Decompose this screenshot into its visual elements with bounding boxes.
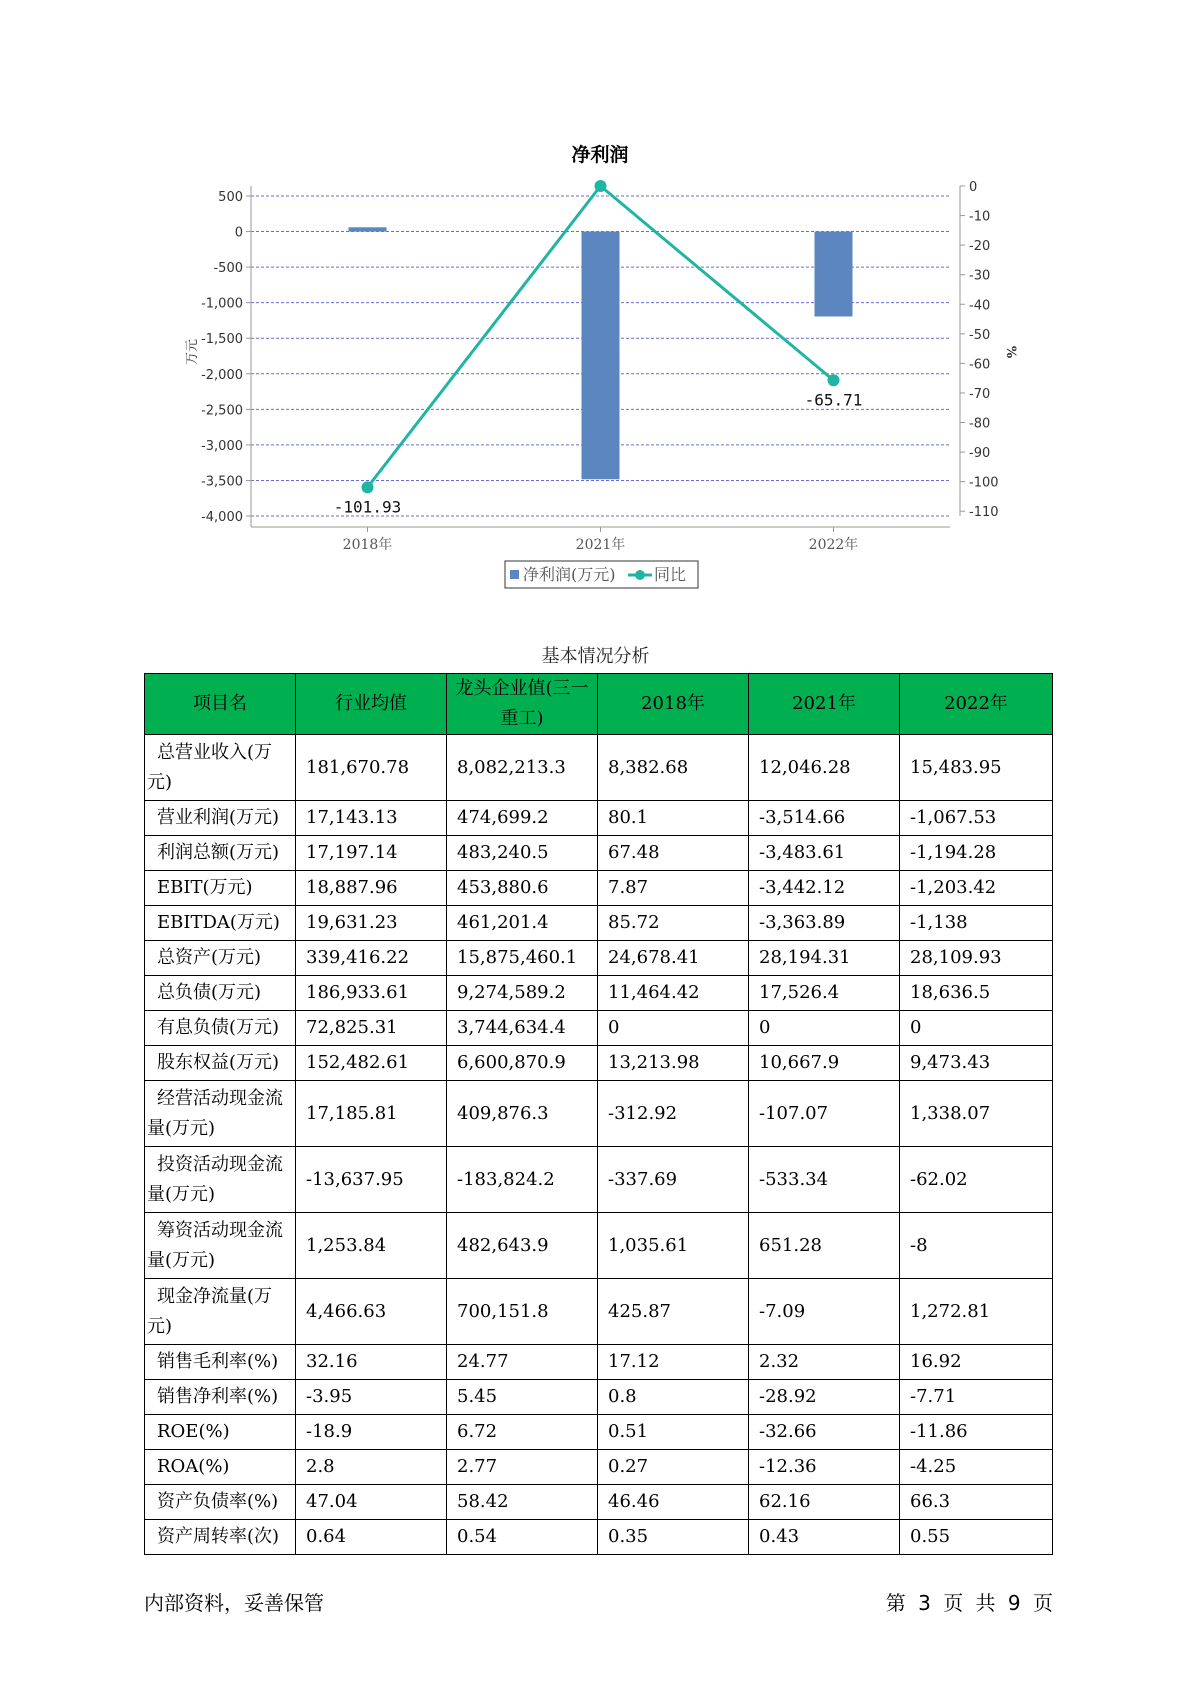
table-cell: 6.72 [447, 1415, 598, 1450]
x-tick-label: 2018年 [342, 537, 393, 553]
table-cell: 66.3 [900, 1485, 1053, 1520]
table-cell: 15,875,460.1 [447, 941, 598, 976]
y-tick-label: -4,000 [201, 510, 243, 525]
row-label: 总资产(万元) [145, 941, 296, 976]
table-cell: 18,636.5 [900, 976, 1053, 1011]
legend-bar-label: 净利润(万元) [523, 565, 616, 584]
table-cell: 9,473.43 [900, 1046, 1053, 1081]
table-cell: 13,213.98 [598, 1046, 749, 1081]
table-cell: 0.64 [296, 1520, 447, 1555]
table-cell: 46.46 [598, 1485, 749, 1520]
legend-bar-swatch [510, 570, 519, 579]
table-cell: 0.51 [598, 1415, 749, 1450]
header-industry-avg: 行业均值 [296, 674, 447, 735]
row-label: 营业利润(万元) [145, 801, 296, 836]
table-cell: -312.92 [598, 1081, 749, 1147]
table-cell: -1,194.28 [900, 836, 1053, 871]
table-cell: 12,046.28 [749, 735, 900, 801]
table-cell: -7.09 [749, 1279, 900, 1345]
table-cell: 181,670.78 [296, 735, 447, 801]
table-cell: -107.07 [749, 1081, 900, 1147]
table-cell: -337.69 [598, 1147, 749, 1213]
data-label: -65.71 [804, 390, 863, 410]
table-cell: 483,240.5 [447, 836, 598, 871]
table-cell: -1,138 [900, 906, 1053, 941]
y-right-tick-label: -70 [969, 386, 991, 402]
bar [815, 232, 853, 317]
y-right-tick-label: -100 [969, 475, 999, 491]
header-2022: 2022年 [900, 674, 1053, 735]
table-cell: 1,338.07 [900, 1081, 1053, 1147]
y-tick-label: 0 [234, 225, 243, 241]
y-right-tick-label: -10 [969, 209, 991, 225]
row-label: 经营活动现金流量(万元) [145, 1081, 296, 1147]
row-label: 股东权益(万元) [145, 1046, 296, 1081]
table-cell: -3,442.12 [749, 871, 900, 906]
table-cell: 58.42 [447, 1485, 598, 1520]
table-cell: 0.55 [900, 1520, 1053, 1555]
bar [349, 227, 387, 231]
header-item-name: 项目名 [145, 674, 296, 735]
table-row [145, 1046, 1053, 1081]
table-row [145, 836, 1053, 871]
table-row [145, 1450, 1053, 1485]
table-cell: -3,483.61 [749, 836, 900, 871]
table-row [145, 1213, 1053, 1279]
table-cell: 0.43 [749, 1520, 900, 1555]
table-cell: 2.8 [296, 1450, 447, 1485]
table-cell: -62.02 [900, 1147, 1053, 1213]
table-cell: 7.87 [598, 871, 749, 906]
table-cell: 9,274,589.2 [447, 976, 598, 1011]
y-tick-label: -3,500 [201, 474, 243, 490]
chart-legend [505, 561, 698, 588]
table-cell: 339,416.22 [296, 941, 447, 976]
table-cell: 16.92 [900, 1345, 1053, 1380]
y-right-axis-label: % [1003, 345, 1018, 359]
table-cell: -533.34 [749, 1147, 900, 1213]
y-right-tick-label: -90 [969, 446, 991, 462]
table-cell: 1,272.81 [900, 1279, 1053, 1345]
table-cell: 0.54 [447, 1520, 598, 1555]
table-cell: 700,151.8 [447, 1279, 598, 1345]
table-cell: -1,203.42 [900, 871, 1053, 906]
table-row [145, 1380, 1053, 1415]
table-row [145, 941, 1053, 976]
bar [582, 232, 620, 480]
y-right-tick-label: -80 [969, 416, 991, 432]
table-cell: 0 [900, 1011, 1053, 1046]
footer-page-number: 第 3 页 共 9 页 [885, 1591, 1053, 1615]
table-cell: 8,382.68 [598, 735, 749, 801]
row-label: 销售净利率(%) [145, 1380, 296, 1415]
table-row [145, 1415, 1053, 1450]
header-2018: 2018年 [598, 674, 749, 735]
table-cell: 4,466.63 [296, 1279, 447, 1345]
table-cell: 0.8 [598, 1380, 749, 1415]
table-cell: 0 [749, 1011, 900, 1046]
row-label: 资产负债率(%) [145, 1485, 296, 1520]
table-cell: 453,880.6 [447, 871, 598, 906]
table-cell: 482,643.9 [447, 1213, 598, 1279]
table-cell: 67.48 [598, 836, 749, 871]
table-cell: -4.25 [900, 1450, 1053, 1485]
y-tick-label: -1,500 [201, 332, 243, 348]
table-cell: -12.36 [749, 1450, 900, 1485]
table-cell: 425.87 [598, 1279, 749, 1345]
table-cell: 80.1 [598, 801, 749, 836]
row-label: EBITDA(万元) [145, 906, 296, 941]
table-row [145, 1279, 1053, 1345]
table-row [145, 1147, 1053, 1213]
table-cell: 11,464.42 [598, 976, 749, 1011]
table-row [145, 1081, 1053, 1147]
table-cell: 17,185.81 [296, 1081, 447, 1147]
table-row [145, 1345, 1053, 1380]
table-cell: 5.45 [447, 1380, 598, 1415]
table-cell: -3,363.89 [749, 906, 900, 941]
table-cell: 17,526.4 [749, 976, 900, 1011]
row-label: EBIT(万元) [145, 871, 296, 906]
table-row [145, 906, 1053, 941]
table-row [145, 1485, 1053, 1520]
table-cell: 0 [598, 1011, 749, 1046]
y-right-tick-labels [960, 180, 999, 520]
table-row [145, 735, 1053, 801]
table-cell: 8,082,213.3 [447, 735, 598, 801]
table-cell: -8 [900, 1213, 1053, 1279]
table-cell: 17.12 [598, 1345, 749, 1380]
table-cell: -1,067.53 [900, 801, 1053, 836]
table-cell: 10,667.9 [749, 1046, 900, 1081]
table-cell: 1,035.61 [598, 1213, 749, 1279]
table-cell: -183,824.2 [447, 1147, 598, 1213]
bar-series [349, 227, 853, 479]
row-label: 总负债(万元) [145, 976, 296, 1011]
y-tick-label: -3,000 [201, 438, 243, 454]
table-cell: 186,933.61 [296, 976, 447, 1011]
table-cell: 47.04 [296, 1485, 447, 1520]
table-cell: 651.28 [749, 1213, 900, 1279]
row-label: 资产周转率(次) [145, 1520, 296, 1555]
row-label: 总营业收入(万元) [145, 735, 296, 801]
table-cell: 3,744,634.4 [447, 1011, 598, 1046]
table-row [145, 1520, 1053, 1555]
table-cell: 32.16 [296, 1345, 447, 1380]
line-point [828, 374, 840, 386]
chart-title: 净利润 [571, 144, 629, 166]
table-cell: 2.32 [749, 1345, 900, 1380]
table-cell: 62.16 [749, 1485, 900, 1520]
table-cell: 474,699.2 [447, 801, 598, 836]
y-tick-label: -1,000 [201, 296, 243, 312]
table-cell: 24,678.41 [598, 941, 749, 976]
row-label: 筹资活动现金流量(万元) [145, 1213, 296, 1279]
row-label: 投资活动现金流量(万元) [145, 1147, 296, 1213]
y-tick-label: -2,000 [201, 367, 243, 383]
table-cell: 28,194.31 [749, 941, 900, 976]
table-cell: 6,600,870.9 [447, 1046, 598, 1081]
y-tick-label: -500 [213, 261, 243, 277]
table-cell: -3.95 [296, 1380, 447, 1415]
table-row [145, 976, 1053, 1011]
y-tick-label: 500 [218, 190, 243, 205]
y-right-tick-label: -110 [969, 505, 999, 521]
row-label: 销售毛利率(%) [145, 1345, 296, 1380]
table-cell: 28,109.93 [900, 941, 1053, 976]
y-axis-label: 万元 [185, 338, 200, 366]
table-cell: 85.72 [598, 906, 749, 941]
table-row [145, 1011, 1053, 1046]
table-cell: -32.66 [749, 1415, 900, 1450]
table-cell: 0.27 [598, 1450, 749, 1485]
header-2021: 2021年 [749, 674, 900, 735]
x-tick-label: 2021年 [575, 537, 626, 553]
table-cell: -28.92 [749, 1380, 900, 1415]
table-cell: 17,143.13 [296, 801, 447, 836]
row-label: 有息负债(万元) [145, 1011, 296, 1046]
table-row [145, 801, 1053, 836]
table-cell: 0.35 [598, 1520, 749, 1555]
data-label: -101.93 [333, 497, 402, 517]
table-caption: 基本情况分析 [541, 646, 650, 667]
net-profit-chart [0, 0, 1191, 600]
table-row [145, 871, 1053, 906]
table-cell: 1,253.84 [296, 1213, 447, 1279]
row-label: ROA(%) [145, 1450, 296, 1485]
table-cell: -18.9 [296, 1415, 447, 1450]
y-right-tick-label: -20 [969, 239, 991, 255]
y-right-tick-label: -60 [969, 357, 991, 373]
table-cell: 24.77 [447, 1345, 598, 1380]
y-right-tick-label: -40 [969, 298, 991, 314]
legend-line-marker [635, 570, 645, 580]
table-cell: 2.77 [447, 1450, 598, 1485]
table-cell: -13,637.95 [296, 1147, 447, 1213]
table-cell: 152,482.61 [296, 1046, 447, 1081]
line-point [362, 481, 374, 493]
footer-confidential: 内部资料，妥善保管 [144, 1591, 324, 1615]
table-cell: 15,483.95 [900, 735, 1053, 801]
y-tick-labels [201, 190, 243, 525]
row-label: 利润总额(万元) [145, 836, 296, 871]
y-tick-label: -2,500 [201, 403, 243, 419]
line-point [595, 180, 607, 192]
y-right-tick-label: -30 [969, 268, 991, 284]
y-right-tick-label: -50 [969, 327, 991, 343]
table-cell: -3,514.66 [749, 801, 900, 836]
table-cell: 409,876.3 [447, 1081, 598, 1147]
x-tick-labels [343, 527, 859, 553]
table-cell: 19,631.23 [296, 906, 447, 941]
header-leader-value: 龙头企业值(三一重工) [447, 674, 598, 735]
table-cell: 18,887.96 [296, 871, 447, 906]
table-cell: 72,825.31 [296, 1011, 447, 1046]
legend-line-label: 同比 [654, 565, 687, 584]
row-label: ROE(%) [145, 1415, 296, 1450]
basic-analysis-table [144, 673, 1053, 1555]
row-label: 现金净流量(万元) [145, 1279, 296, 1345]
table-cell: -7.71 [900, 1380, 1053, 1415]
table-header-row [145, 674, 1053, 735]
table-cell: 461,201.4 [447, 906, 598, 941]
table-cell: 17,197.14 [296, 836, 447, 871]
y-right-tick-label: 0 [969, 180, 978, 195]
table-cell: -11.86 [900, 1415, 1053, 1450]
x-tick-label: 2022年 [808, 537, 859, 553]
